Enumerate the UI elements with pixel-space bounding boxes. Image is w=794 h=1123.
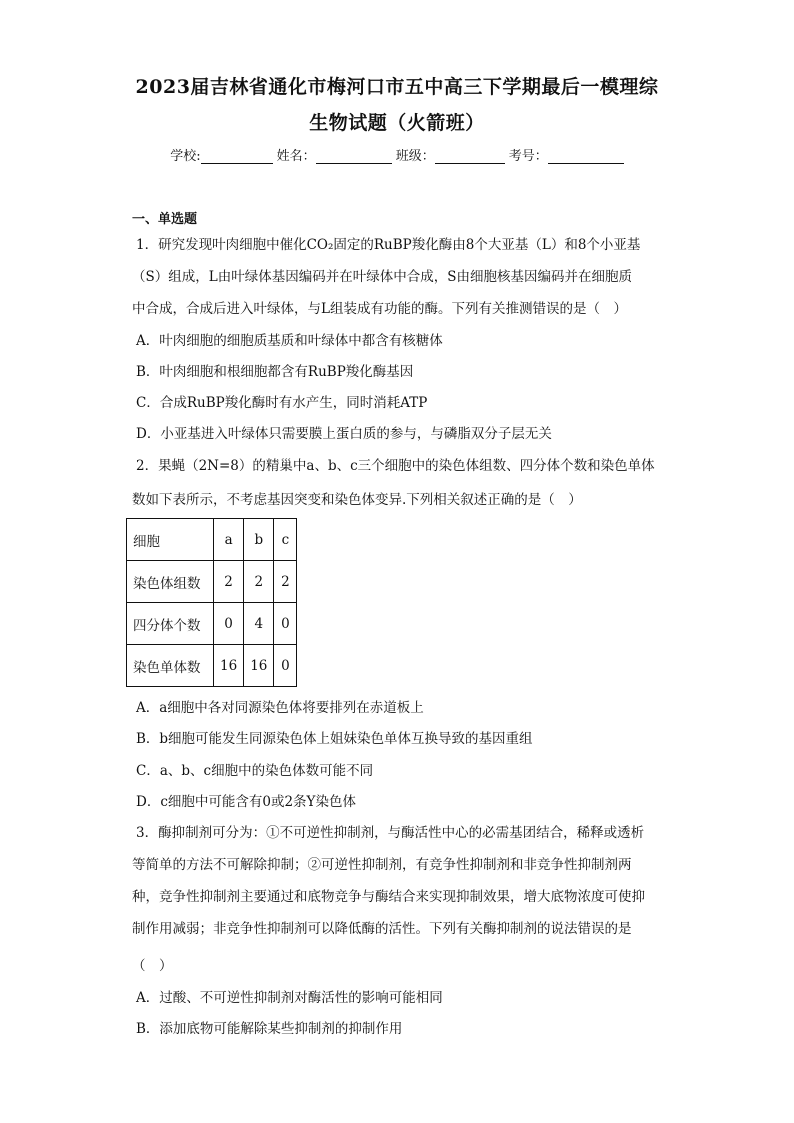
table-cell: b (244, 519, 274, 561)
q3-stem-line: 3．酶抑制剂可分为：①不可逆性抑制剂，与酶活性中心的必需基团结合，稀释或透析 (136, 825, 645, 841)
number-label: 考号： (508, 149, 548, 164)
table-cell: 0 (274, 645, 297, 687)
q1-stem-line: 中合成，合成后进入叶绿体，与L组装成有功能的酶。下列有关推测错误的是（ ） (132, 301, 627, 317)
school-label: 学校: (170, 149, 201, 164)
q1-option-d: D．小亚基进入叶绿体只需要膜上蛋白质的参与，与磷脂双分子层无关 (136, 426, 552, 442)
table-cell: 16 (244, 645, 274, 687)
q2-stem-line: 2．果蝇（2N=8）的精巢中a、b、c三个细胞中的染色体组数、四分体个数和染色单体 (136, 458, 655, 474)
section-heading: 一、单选题 (132, 212, 198, 227)
name-blank[interactable] (316, 149, 392, 164)
cell-data-table (126, 518, 297, 687)
q1-option-c: C．合成RuBP羧化酶时有水产生，同时消耗ATP (136, 395, 428, 411)
table-row (127, 645, 297, 687)
q2-stem-line: 数如下表所示，不考虑基因突变和染色体变异.下列相关叙述正确的是（ ） (132, 492, 582, 508)
q2-option-a: A．a细胞中各对同源染色体将要排列在赤道板上 (136, 700, 424, 716)
table-cell: 染色单体数 (127, 645, 214, 687)
q3-option-a: A．过酸、不可逆性抑制剂对酶活性的影响可能相同 (136, 990, 443, 1006)
q1-option-a: A．叶肉细胞的细胞质基质和叶绿体中都含有核糖体 (136, 333, 443, 349)
name-label: 姓名： (276, 149, 316, 164)
q3-stem-line: 种，竞争性抑制剂主要通过和底物竞争与酶结合来实现抑制效果，增大底物浓度可使抑 (132, 889, 645, 905)
table-cell: 16 (214, 645, 244, 687)
exam-title-line-1: 2023届吉林省通化市梅河口市五中高三下学期最后一模理综 (135, 76, 659, 98)
q2-option-b: B．b细胞可能发生同源染色体上姐妹染色单体互换导致的基因重组 (136, 731, 533, 747)
table-row (127, 561, 297, 603)
q1-stem-line: 1．研究发现叶肉细胞中催化CO₂固定的RuBP羧化酶由8个大亚基（L）和8个小亚基 (136, 237, 641, 253)
class-label: 班级： (395, 149, 435, 164)
school-blank[interactable] (201, 149, 273, 164)
table-cell: 0 (214, 603, 244, 645)
q3-stem-line: 等简单的方法不可解除抑制；②可逆性抑制剂，有竞争性抑制剂和非竞争性抑制剂两 (132, 857, 632, 873)
table-cell: 0 (274, 603, 297, 645)
q1-stem-line: （S）组成，L由叶绿体基因编码并在叶绿体中合成，S由细胞核基因编码并在细胞质 (132, 269, 632, 285)
table-cell: a (214, 519, 244, 561)
table-cell: c (274, 519, 297, 561)
table-cell: 细胞 (127, 519, 214, 561)
table-cell: 4 (244, 603, 274, 645)
table-cell: 2 (274, 561, 297, 603)
student-info-row (0, 145, 794, 164)
table-cell: 2 (244, 561, 274, 603)
table-cell: 染色体组数 (127, 561, 214, 603)
q3-stem-line: 制作用减弱；非竞争性抑制剂可以降低酶的活性。下列有关酶抑制剂的说法错误的是 (132, 921, 632, 937)
q2-option-c: C．a、b、c细胞中的染色体数可能不同 (136, 763, 374, 779)
table-header-row (127, 519, 297, 561)
class-blank[interactable] (435, 149, 505, 164)
table-cell: 四分体个数 (127, 603, 214, 645)
q3-option-b: B．添加底物可能解除某些抑制剂的抑制作用 (136, 1021, 403, 1037)
table-row (127, 603, 297, 645)
exam-title-line-2: 生物试题（火箭班） (309, 112, 485, 134)
number-blank[interactable] (548, 149, 624, 164)
q1-option-b: B．叶肉细胞和根细胞都含有RuBP羧化酶基因 (136, 364, 414, 380)
q2-option-d: D．c细胞中可能含有0或2条Y染色体 (136, 794, 356, 810)
table-cell: 2 (214, 561, 244, 603)
q3-stem-line: （ ） (132, 958, 173, 974)
